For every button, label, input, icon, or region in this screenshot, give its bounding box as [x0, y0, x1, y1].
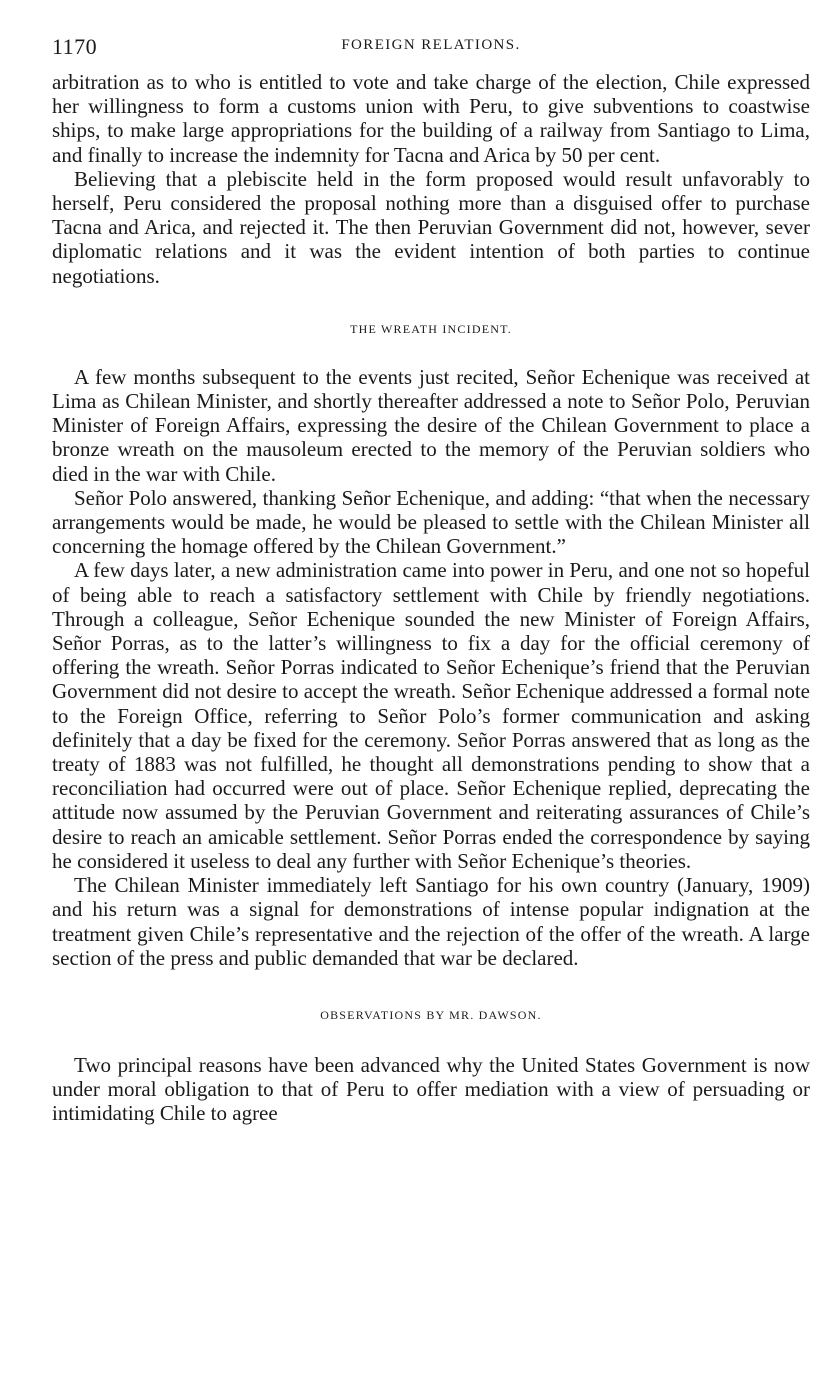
paragraph: Two principal reasons have been advanced why the United States Government is now under moral obligation to that of Peru to offer mediation with a view of persuading or intimidating Chile to agree: [52, 1052, 810, 1126]
running-head: [52, 34, 810, 64]
page-number: 1170: [52, 34, 98, 59]
paragraph: A few months subsequent to the events just recited, Señor Echenique was received at Lima as Chilean Minister, and shortly thereafter addressed a note to Señor Polo, Peruvian Minister of Foreign Affairs, expressing the desire of the Chilean Government to place a bronze wreath on the mausoleum erected to the memory of the Peruvian soldiers who died in the war with Chile.: [52, 364, 810, 486]
paragraph: Believing that a plebiscite held in the form proposed would result unfavorably to herself, Peru considered the proposal nothing more than a disguised offer to purchase Tacna and Arica, and rejected it. The then Peruvian Government did not, however, sever diplomatic relations and it was the evident intention of both parties to continue negotiations.: [52, 166, 810, 288]
section-heading: THE WREATH INCIDENT.: [350, 321, 512, 336]
paragraph: arbitration as to who is entitled to vote and take charge of the election, Chile expressed her willingness to form a customs union with Peru, to give subventions to coastwise ships, to make large appropriations for the building of a railway from Santiago to Lima, and finally to increase the indemnity for Tacna and Arica by 50 per cent.: [52, 70, 810, 167]
paragraph: A few days later, a new administration came into power in Peru, and one not so hopeful of being able to reach a satisfactory settlement with Chile by friendly negotiations. Through a colleague, Señor Echenique sounded the new Minister of Foreign Affairs, Señor Porras, as to the latter’s willingness to fix a day for the official ceremony of offering the wreath. Señor Porras indicated to Señor Echenique’s friend that the Peruvian Government did not desire to accept the wreath. Señor Echenique addressed a formal note to the Foreign Office, referring to Señor Polo’s former communication and asking definitely that a day be fixed for the ceremony. Señor Porras answered that as long as the treaty of 1883 was not fulfilled, he thought all demonstrations pending to show that a reconciliation had occurred were out of place. Señor Echenique replied, deprecating the attitude now assumed by the Peruvian Government and reiterating assurances of Chile’s desire to reach an amicable settlement. Señor Porras ended the correspondence by saying he considered it useless to deal any further with Señor Echenique’s theories.: [52, 558, 810, 873]
running-title: FOREIGN RELATIONS.: [341, 37, 521, 53]
section-intro: [52, 70, 810, 288]
section-wreath-incident: [52, 322, 810, 970]
paragraph: The Chilean Minister immediately left Santiago for his own country (January, 1909) and his return was a signal for demonstrations of intense popular indignation at the treatment given Chile’s representative and the rejection of the offer of the wreath. A large section of the press and public demanded that war be declared.: [52, 873, 810, 970]
paragraph: Señor Polo answered, thanking Señor Echenique, and adding: “that when the necessary arrangements would be made, he would be pleased to settle with the Chilean Minister all concerning the homage offered by the Chilean Government.”: [52, 485, 810, 559]
section-observations: [52, 1008, 810, 1126]
section-heading: OBSERVATIONS BY MR. DAWSON.: [320, 1007, 542, 1022]
document-page: [52, 34, 810, 1126]
